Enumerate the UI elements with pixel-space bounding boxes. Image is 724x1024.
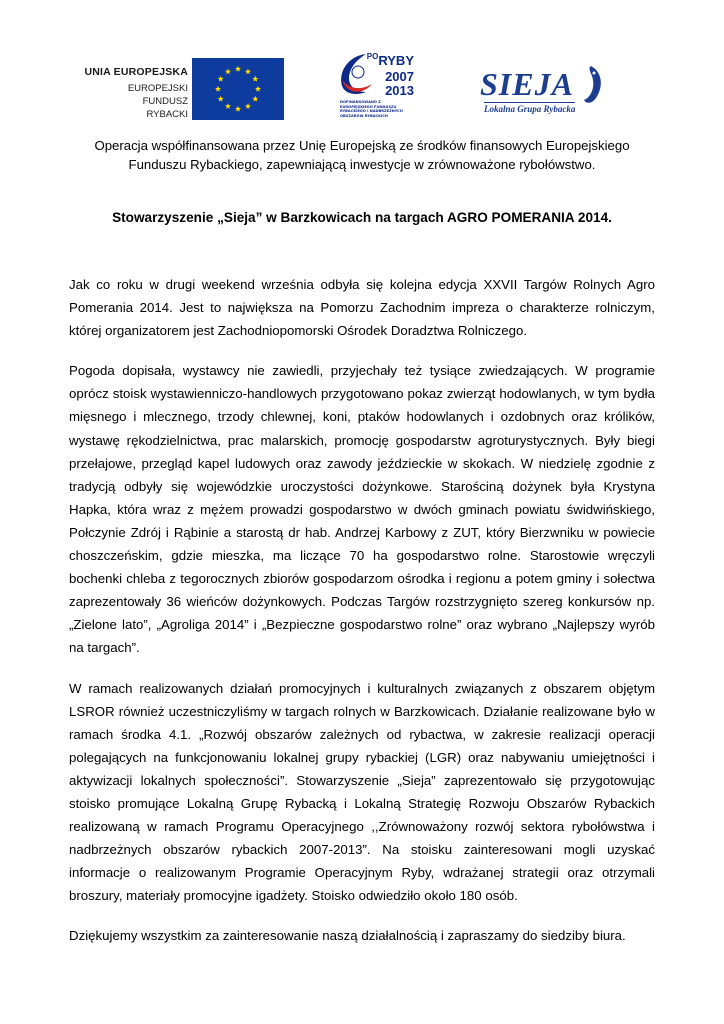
po-ryby-year-end: 2013 <box>385 83 414 98</box>
eu-logo <box>82 58 286 120</box>
paragraph-thanks: Dziękujemy wszystkim za zainteresowanie naszą działalnością i zapraszamy do siedziby biura. <box>69 928 626 944</box>
eu-logo-line-2: EUROPEJSKI FUNDUSZ <box>127 83 188 107</box>
eu-star-icon <box>225 68 231 74</box>
eu-star-icon <box>245 68 251 74</box>
eu-star-icon <box>255 86 261 92</box>
eu-star-icon <box>252 96 258 102</box>
eu-logo-text <box>82 66 188 121</box>
eu-logo-line-3: RYBACKI <box>146 109 188 120</box>
eu-star-icon <box>225 103 231 109</box>
po-ryby-caption: DOFINANSOWANO Z EUROPEJSKIEGO FUNDUSZU RYBACKIEGO I NADBRZEŻNYCH OBSZARÓW RYBACKICH <box>340 100 403 118</box>
article-body <box>69 273 655 965</box>
po-ryby-po: PO <box>366 52 379 61</box>
sieja-logo-name: SIEJA <box>480 66 574 102</box>
po-ryby-year-start: 2007 <box>385 69 414 84</box>
eu-star-icon <box>235 66 241 72</box>
eu-star-icon <box>218 76 224 82</box>
paragraph-program: Pogoda dopisała, wystawcy nie zawiedli, przyjechały też tysiące zwiedzających. W programie oprócz stoisk wystawienniczo-handlowych przygotowano pokaz zwierząt hodowlanych, w tym bydła mięsnego i mlecznego, trzody chlewnej, koni, ptaków hodowlanych i ozdobnych oraz królików, wystawę rękodzielnictwa, prac malarskich, promocję gospodarstw agroturystycznych. Były biegi przełajowe, przegląd kapel ludowych oraz zawody jeździeckie w skokach. W niedzielę zgodnie z tradycją odbyły się wojewódzkie uroczystości dożynkowe. Starościną dożynek była Krystyna Hapka, która wraz z mężem prowadzi gospodarstwo w dwóch gminach powiatu świdwińskiego, Połczynie Zdrój i Rąbinie a starostą dr hab. Andrzej Karbowy z ZUT, który Bierzwniku w powiecie choszczeńskim, gdzie mieszka, ma liczące 70 ha gospodarstwo rolne. Starostowie wręczyli bochenki chleba z tegorocznych zbiorów gospodarzom ośrodka i regionu a potem gminy i sołectwa zaprezentowały 36 wieńców dożynkowych. Podczas Targów rozstrzygnięto szereg konkursów np. „Zielone lato”, „Agroliga 2014” i „Bezpieczne gospodarstwo rolne” oraz wybrano „Najlepszy wyrób na targach”. <box>69 363 655 656</box>
eu-star-icon <box>245 103 251 109</box>
sieja-logo <box>478 68 606 118</box>
sieja-logo-subtitle: Lokalna Grupa Rybacka <box>484 104 576 114</box>
paragraph-intro: Jak co roku w drugi weekend września odbyła się kolejna edycja XXVII Targów Rolnych Agro Pomerania 2014. Jest to największa na Pomorzu Zachodnim impreza o charakterze rolniczym, której organizatorem jest Zachodniopomorski Ośrodek Doradztwa Rolniczego. <box>69 277 655 339</box>
eu-logo-line-1: UNIA EUROPEJSKA <box>84 66 188 78</box>
eu-star-icon <box>215 86 221 92</box>
eu-star-icon <box>252 76 258 82</box>
page-title: Stowarzyszenie „Sieja” w Barzkowicach na targach AGRO POMERANIA 2014. <box>112 210 612 225</box>
funding-note: Operacja współfinansowana przez Unię Europejską ze środków finansowych Europejskiego Funduszu Rybackiego, zapewniającą inwestycje w zrównoważone rybołówstwo. <box>94 138 630 172</box>
po-ryby-text <box>366 52 414 98</box>
sieja-fish-icon <box>576 64 606 106</box>
eu-star-icon <box>218 96 224 102</box>
eu-stars-icon <box>192 58 284 120</box>
po-ryby-logo <box>336 50 414 122</box>
paragraph-promotion: W ramach realizowanych działań promocyjnych i kulturalnych związanych z obszarem objętym LSROR również uczestniczyliśmy w targach rolnych w Barzkowicach. Działanie realizowane było w ramach środka 4.1. „Rozwój obszarów zależnych od rybactwa, w zakresie realizacji operacji polegających na funkcjonowaniu lokalnej grupy rybackiej (LGR) oraz nabywaniu umiejętności i aktywizacji lokalnych społeczności”. Stowarzyszenie „Sieja” zaprezentowało się przygotowując stoisko promujące Lokalną Grupę Rybacką i Lokalną Strategię Rozwoju Obszarów Rybackich realizowaną w ramach Programu Operacyjnego ,,Zrównoważony rozwój sektora rybołówstwa i nadbrzeżnych obszarów rybackich 2007-2013”. Na stoisku zainteresowani mogli uzyskać informacje o realizowanym Programie Operacyjnym Ryby, wdrażanej strategii oraz otrzymali broszury, materiały promocyjne igadżety. Stoisko odwiedziło około 180 osób. <box>69 680 655 904</box>
po-ryby-ryby: RYBY <box>378 53 414 68</box>
eu-flag-icon <box>192 58 284 120</box>
header-logos <box>0 46 724 124</box>
eu-star-icon <box>235 106 241 112</box>
